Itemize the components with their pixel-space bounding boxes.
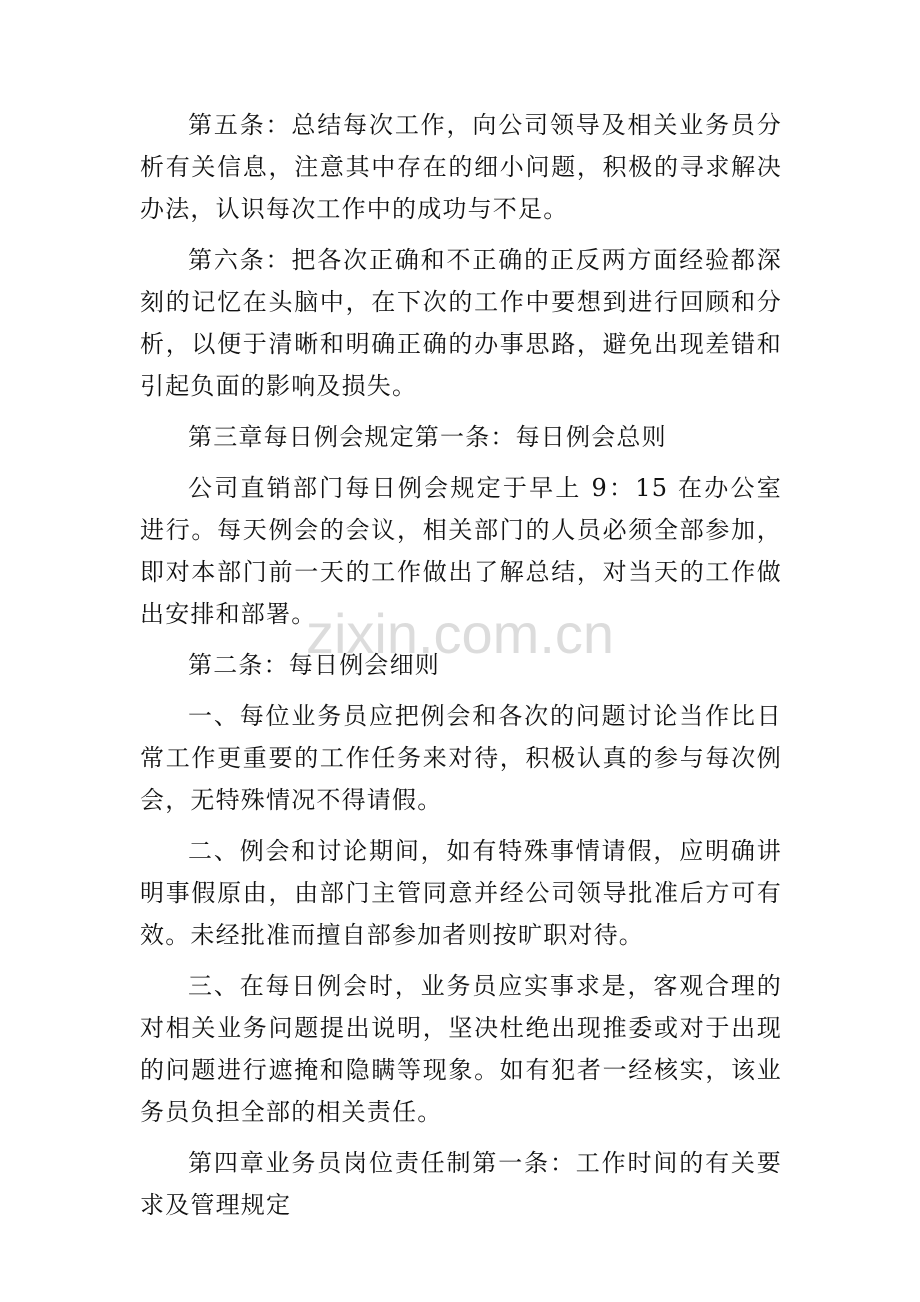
paragraph-article-2-heading: 第二条：每日例会细则 [188, 651, 440, 679]
paragraph-daily-meeting-time: 公司直销部门每日例会规定于早上 9：15 在办公室进行。每天例会的会议，相关部门的人员必须全部参加，即对本部门前一天的工作做出了解总结，对当天的工作做出安排和部署。 [140, 474, 782, 628]
watermark: zixin.com.cn [305, 602, 615, 665]
paragraph-rule-3: 三、在每日例会时，业务员应实事求是，客观合理的对相关业务问题提出说明，坚决杜绝出现推委或对于出现的问题进行遮掩和隐瞒等现象。如有犯者一经核实，该业务员负担全部的相关责任。 [140, 972, 782, 1126]
paragraph-rule-2: 二、例会和讨论期间，如有特殊事情请假，应明确讲明事假原由，由部门主管同意并经公司领导批准后方可有效。未经批准而擅自部参加者则按旷职对待。 [140, 837, 782, 949]
paragraph-article-5: 第五条：总结每次工作，向公司领导及相关业务员分析有关信息，注意其中存在的细小问题，积极的寻求解决办法，认识每次工作中的成功与不足。 [140, 111, 782, 223]
paragraph-chapter-4-heading: 第四章业务员岗位责任制第一条：工作时间的有关要求及管理规定 [140, 1149, 782, 1219]
document-body [140, 104, 782, 1235]
paragraph-article-6: 第六条：把各次正确和不正确的正反两方面经验都深刻的记忆在头脑中，在下次的工作中要想到进行回顾和分析，以便于清晰和明确正确的办事思路，避免出现差错和引起负面的影响及损失。 [140, 246, 782, 400]
paragraph-chapter-3-heading: 第三章每日例会规定第一条：每日例会总则 [188, 423, 667, 451]
paragraph-rule-1: 一、每位业务员应把例会和各次的问题讨论当作比日常工作更重要的工作任务来对待，积极认真的参与每次例会，无特殊情况不得请假。 [140, 702, 782, 814]
